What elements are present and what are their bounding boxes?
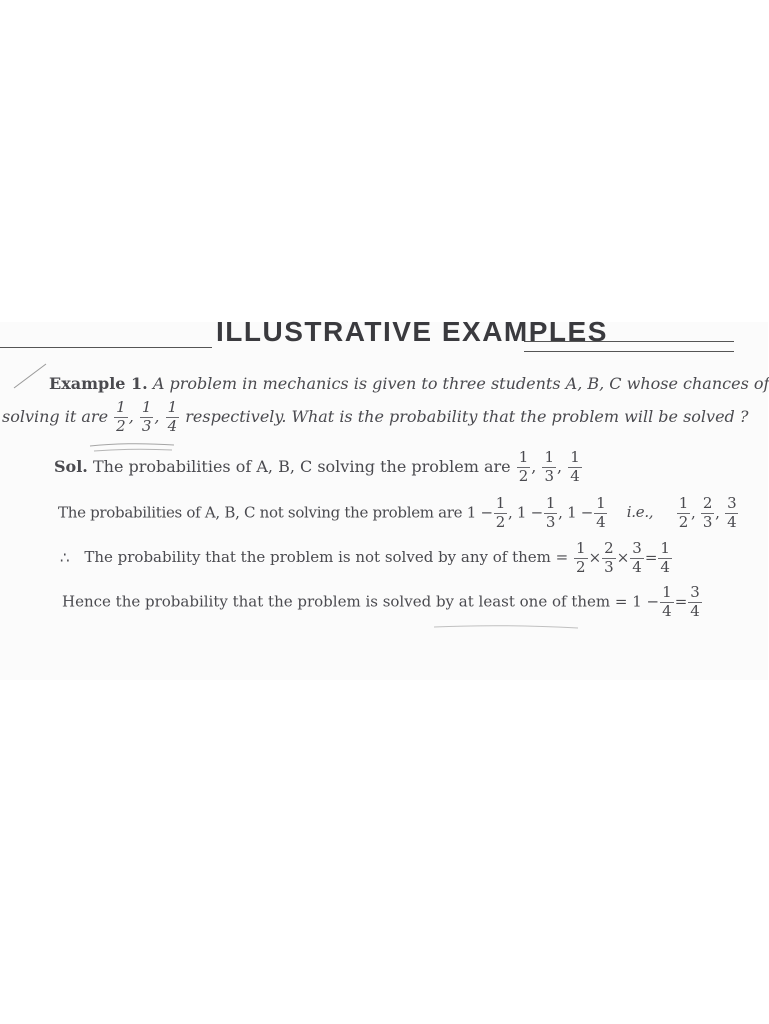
denominator: 4 — [662, 601, 672, 620]
denominator: 2 — [576, 557, 586, 576]
numerator: 1 — [544, 448, 555, 466]
denominator: 4 — [632, 557, 642, 576]
fraction — [568, 450, 582, 485]
denominator: 3 — [604, 557, 614, 576]
solution-line-3 — [60, 541, 673, 576]
ie-label: i.e., — [626, 503, 654, 522]
numerator: 2 — [604, 539, 614, 557]
heading-right-rule-bottom — [524, 351, 734, 352]
comma: , — [557, 456, 563, 476]
numerator: 3 — [690, 583, 700, 601]
fraction — [140, 400, 154, 435]
numerator: 1 — [518, 448, 529, 466]
numerator: 3 — [727, 494, 737, 512]
solution-statement-3: The probability that the problem is not solved by any of them = — [84, 548, 569, 567]
denominator: 2 — [495, 512, 505, 531]
fraction — [602, 541, 616, 576]
denominator: 4 — [727, 512, 737, 531]
solution-label: Sol. — [54, 456, 88, 476]
fraction — [701, 496, 714, 531]
numerator: 1 — [576, 539, 586, 557]
example-question-lead: solving it are — [2, 406, 109, 426]
denominator: 3 — [141, 416, 152, 435]
fraction — [114, 400, 128, 435]
fraction — [166, 400, 180, 435]
pencil-tick-mark — [10, 360, 50, 392]
solution-statement-4: Hence the probability that the problem is solved by at least one of them = — [62, 592, 628, 611]
equals-sign: = — [674, 592, 688, 611]
solution-line-4 — [62, 585, 703, 620]
one-minus: 1 − — [466, 503, 493, 522]
one-minus: 1 − — [567, 503, 594, 522]
fraction — [688, 585, 702, 620]
example-question-part-1: A problem in mechanics is given to three students A, B, C whose chances of — [152, 374, 769, 393]
numerator: 1 — [545, 494, 556, 512]
solution-line-2 — [58, 496, 739, 531]
fraction — [660, 585, 674, 620]
example-line-2 — [2, 400, 748, 435]
heading-left-rule — [0, 347, 212, 348]
comma: , — [715, 503, 720, 522]
fraction — [725, 496, 738, 531]
fraction — [517, 450, 531, 485]
comma: , — [531, 456, 537, 476]
numerator: 1 — [678, 494, 688, 512]
numerator: 2 — [702, 494, 713, 512]
example-question-tail: respectively. What is the probability that the problem will be solved ? — [185, 406, 749, 426]
denominator: 3 — [702, 512, 713, 531]
example-line-1 — [49, 374, 769, 393]
solution-statement-1: The probabilities of A, B, C solving the problem are — [92, 456, 511, 476]
times-sign: × — [616, 548, 630, 567]
solution-statement-2: The probabilities of A, B, C not solving the problem are — [58, 503, 463, 522]
fraction — [677, 496, 690, 531]
numerator: 3 — [632, 539, 642, 557]
numerator: 1 — [116, 398, 126, 416]
numerator: 1 — [167, 398, 178, 416]
comma: , — [558, 503, 563, 522]
denominator: 2 — [678, 512, 688, 531]
denominator: 4 — [596, 512, 606, 531]
comma: , — [128, 406, 134, 426]
numerator: 1 — [570, 448, 580, 466]
denominator: 2 — [116, 416, 126, 435]
times-sign: × — [588, 548, 602, 567]
numerator: 1 — [141, 398, 152, 416]
section-heading-text: ILLUSTRATIVE EXAMPLES — [216, 316, 608, 347]
example-label: Example 1. — [49, 374, 148, 393]
denominator: 4 — [660, 557, 670, 576]
denominator: 4 — [167, 416, 178, 435]
fraction — [574, 541, 588, 576]
fraction — [542, 450, 556, 485]
section-heading — [216, 316, 608, 355]
denominator: 3 — [545, 512, 556, 531]
numerator: 1 — [662, 583, 672, 601]
solution-line-1 — [54, 450, 583, 485]
one-minus: 1 − — [516, 503, 543, 522]
denominator: 4 — [570, 466, 580, 485]
one-minus: 1 − — [632, 592, 660, 611]
denominator: 4 — [690, 601, 700, 620]
fraction — [594, 496, 607, 531]
numerator: 1 — [495, 494, 505, 512]
numerator: 1 — [660, 539, 670, 557]
comma: , — [154, 406, 160, 426]
fraction — [544, 496, 557, 531]
denominator: 2 — [518, 466, 529, 485]
therefore-symbol: ∴ — [60, 548, 70, 567]
comma: , — [690, 503, 696, 522]
numerator: 1 — [596, 494, 606, 512]
pencil-underline-answer — [432, 622, 582, 632]
fraction — [658, 541, 672, 576]
comma: , — [507, 503, 513, 522]
fraction — [630, 541, 644, 576]
denominator: 3 — [544, 466, 555, 485]
equals-sign: = — [644, 548, 658, 567]
fraction — [494, 496, 507, 531]
